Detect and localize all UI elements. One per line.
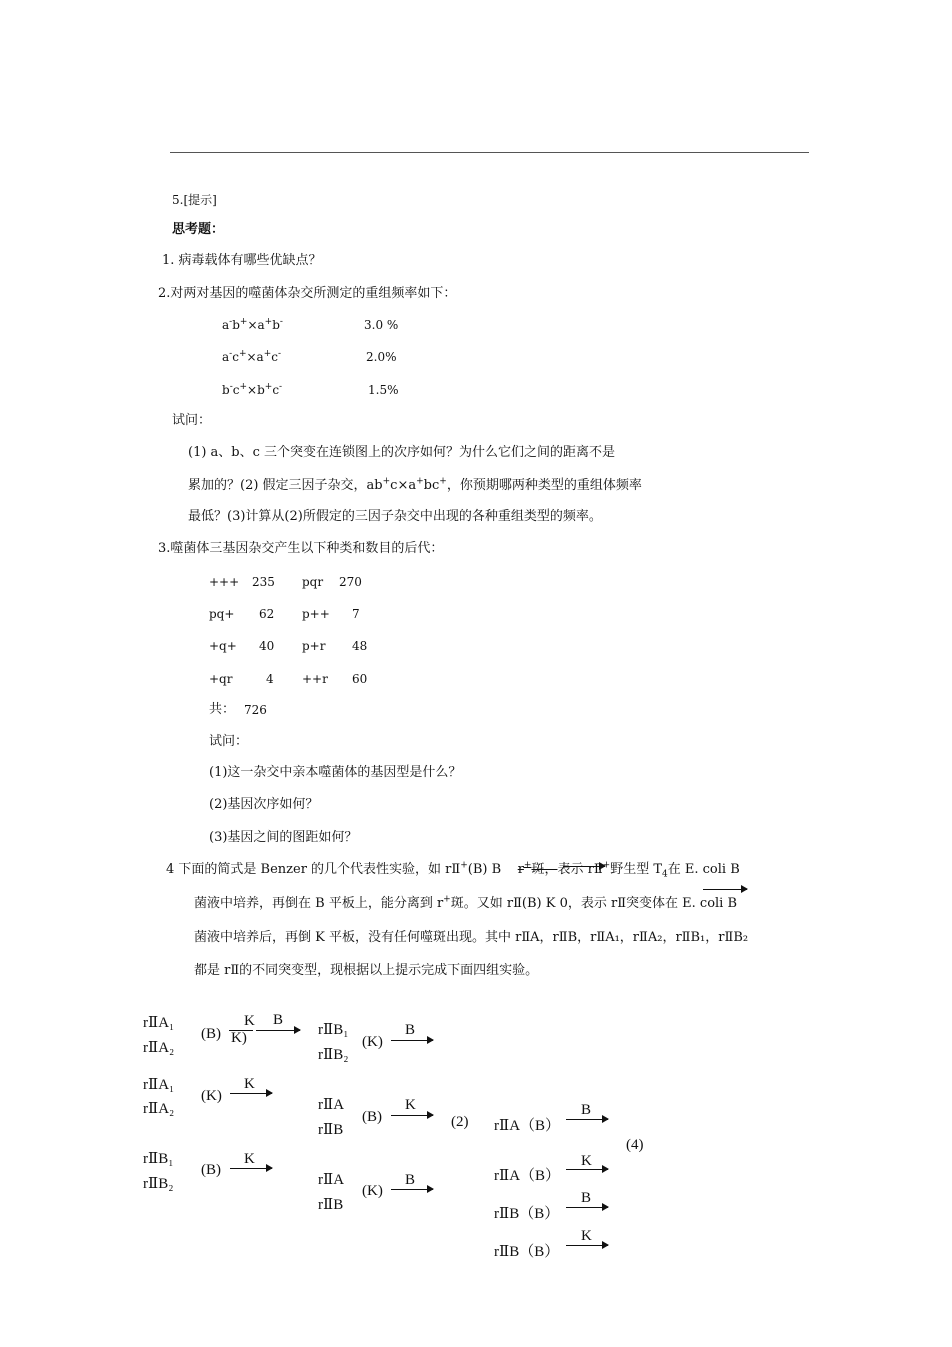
arrow	[391, 1189, 433, 1190]
cross-row: b-c+×b+c-	[222, 382, 283, 397]
mutant-label: rⅡB₂	[143, 1176, 174, 1192]
text-arrow	[703, 889, 747, 890]
header-rule	[170, 152, 809, 153]
count: 40	[259, 639, 275, 653]
arrow	[566, 1119, 608, 1120]
mutant-label: rⅡA₁	[143, 1015, 175, 1031]
arrow	[566, 1245, 608, 1246]
mutant-label: rⅡA（B）	[494, 1118, 561, 1134]
question-1: 1. 病毒载体有哪些优缺点？	[162, 253, 322, 268]
cross-frequency: 2.0%	[366, 350, 397, 364]
question-2-line: (1) a、b、c 三个突变在连锁图上的次序如何？为什么它们之间的距离不是	[188, 445, 616, 460]
count: 48	[352, 639, 368, 653]
genotype: p++	[302, 607, 330, 621]
plate-label: K	[244, 1013, 255, 1029]
plate-label: K	[405, 1097, 416, 1113]
mutant-label: rⅡB₂	[318, 1047, 349, 1063]
arrow	[391, 1040, 433, 1041]
question-3-sub: (1)这一杂交中亲本噬菌体的基因型是什么？	[209, 765, 462, 780]
mutant-label: rⅡB	[318, 1122, 344, 1138]
medium-label: (B)	[201, 1162, 221, 1178]
plate-label: K	[581, 1153, 592, 1169]
genotype: p+r	[302, 639, 326, 653]
count: 235	[252, 575, 275, 589]
genotype: +q+	[209, 639, 237, 653]
plate-label: B	[581, 1102, 592, 1118]
crossing-line	[229, 1030, 253, 1031]
mutant-label: rⅡA₁	[143, 1077, 175, 1093]
text-arrow	[563, 866, 605, 867]
genotype: pq+	[209, 607, 235, 621]
cross-frequency: 3.0 %	[364, 318, 399, 332]
medium-label: (K)	[201, 1088, 222, 1104]
question-3-sub: (2)基因次序如何？	[209, 797, 319, 812]
plate-label: B	[405, 1022, 416, 1038]
question-2-ask: 试问：	[172, 413, 212, 428]
arrow	[566, 1207, 608, 1208]
question-4-line: 菌液中培养后，再倒 K 平板，没有任何噬斑出现。其中 rⅡA，rⅡB，rⅡA₁，rⅡA₂，rⅡB₁，rⅡB₂	[194, 930, 749, 945]
question-2-line: 最低？(3)计算从(2)所假定的三因子杂交中出现的各种重组类型的频率。	[188, 509, 602, 524]
question-4-line: 4 下面的简式是 Benzer 的几个代表性实验，如 rⅡ+(B) B r+斑，表示 rⅡ+野生型 $T_4$在 E. coli B	[166, 860, 740, 880]
mutant-label: rⅡA	[318, 1097, 345, 1113]
medium-label: (K)	[362, 1034, 383, 1050]
section-title: 思考题：	[172, 222, 225, 237]
question-3-intro: 3.噬菌体三基因杂交产生以下种类和数目的后代：	[158, 541, 444, 556]
count: 4	[266, 672, 274, 686]
count: 62	[259, 607, 275, 621]
question-4-line: 菌液中培养，再倒在 B 平板上，能分离到 r+斑。又如 rⅡ(B) K 0，表示 rⅡ突变体在 E. coli B	[194, 894, 738, 911]
mutant-label: rⅡB	[318, 1197, 344, 1213]
hint-label: 5.[提示]	[172, 193, 217, 207]
medium-label: (B)	[362, 1109, 382, 1125]
cross-row: a-c+×a+c-	[222, 349, 282, 364]
plate-label: B	[581, 1190, 592, 1206]
arrow	[230, 1093, 272, 1094]
count: 60	[352, 672, 368, 686]
group-label: (4)	[626, 1137, 644, 1153]
question-4-line: 都是 rⅡ的不同突变型，现根据以上提示完成下面四组实验。	[194, 963, 539, 978]
mutant-label: rⅡA₂	[143, 1101, 175, 1117]
arrow	[230, 1168, 272, 1169]
total-label: 共：	[209, 702, 236, 717]
question-3-ask: 试问：	[209, 734, 249, 749]
plate-label: B	[273, 1012, 284, 1028]
count: 7	[352, 607, 360, 621]
arrow	[391, 1115, 433, 1116]
question-2-line: 累加的？(2) 假定三因子杂交，ab+c×a+bc+，你预期哪两种类型的重组体频率	[188, 476, 642, 493]
arrow	[256, 1030, 300, 1031]
medium-label: (K)	[362, 1183, 383, 1199]
genotype: +qr	[209, 672, 233, 686]
mutant-label: rⅡA（B）	[494, 1168, 561, 1184]
cross-frequency: 1.5%	[368, 383, 399, 397]
cross-row: a-b+×a+b-	[222, 317, 283, 332]
mutant-label: rⅡA	[318, 1172, 345, 1188]
question-2-intro: 2.对两对基因的噬菌体杂交所测定的重组频率如下：	[158, 286, 457, 301]
count: 270	[339, 575, 362, 589]
medium-label: (B)	[201, 1026, 221, 1042]
plate-label: K	[244, 1151, 255, 1167]
genotype: +++	[209, 575, 240, 589]
mutant-label: rⅡB（B）	[494, 1206, 560, 1222]
mutant-label: rⅡB（B）	[494, 1244, 560, 1260]
mutant-label: rⅡB₁	[318, 1022, 349, 1038]
plate-label: B	[405, 1172, 416, 1188]
plate-label: K	[244, 1076, 255, 1092]
plate-label: K	[581, 1228, 592, 1244]
question-3-sub: (3)基因之间的图距如何？	[209, 830, 358, 845]
arrow	[566, 1169, 608, 1170]
plate-label: K)	[231, 1030, 247, 1046]
mutant-label: rⅡA₂	[143, 1040, 175, 1056]
mutant-label: rⅡB₁	[143, 1151, 174, 1167]
group-label: (2)	[451, 1114, 469, 1130]
genotype: ++r	[302, 672, 328, 686]
genotype: pqr	[302, 575, 324, 589]
total-value: 726	[244, 703, 267, 717]
